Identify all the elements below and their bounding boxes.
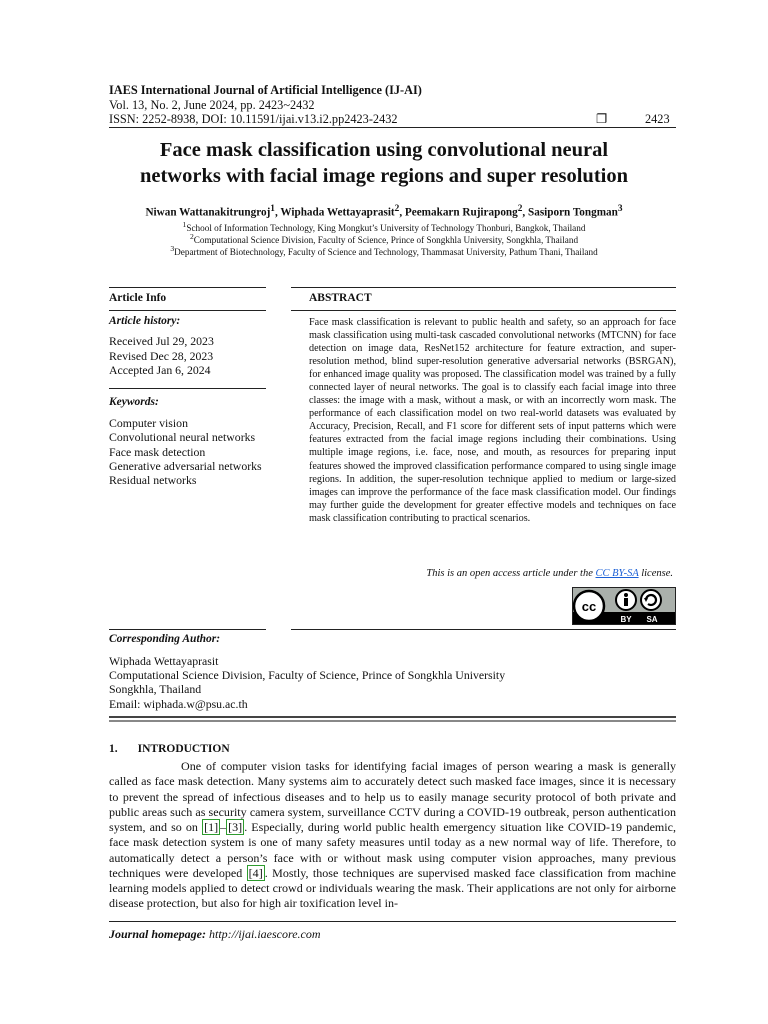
journal-homepage: Journal homepage: http://ijai.iaescore.com (109, 927, 321, 941)
keywords-rule (109, 388, 266, 389)
cc-by-sa-badge[interactable] (572, 587, 676, 625)
article-info-heading: Article Info (109, 292, 167, 304)
corresponding-dept: Computational Science Division, Faculty of Science, Prince of Songkhla University (109, 668, 506, 682)
keyword-item: Residual networks (109, 473, 197, 487)
abstract-bottom-rule (291, 629, 676, 630)
paper-title: Face mask classification using convolutional neural networks with facial image regions and super resolution (139, 139, 629, 187)
cc-by-label: BY (620, 615, 632, 624)
abstract-text: Face mask classification is relevant to public health and safety, so an approach for face mask classification using multi-task cascaded convolutional networks (MTCNN) for face detection on image data, ResNet152 architecture for feature extraction, and super-resolution method, blind super-resolution generative adversarial networks (BSRGAN), for enhanced image quality was proposed. The classification model was trained by a fully connected layer of neural networks. The goal is to classify each facial image into three classes: the image with a mask, without a mask, or with an incorrectly worn mask. The performance of each classification model on two real-world datasets was evaluated by Accuracy, Precision, Recall, and F1 score for different sets of input patterns which were features extracted from the facial image regions including their combinations. Using multiple image regions, i.e. face, nose, and mouth, as resources for preparing input features showed the improved classification performance compared to using single image regions. In addition, the super-resolution technique applied to medium or large-sized images can improve the performance of the face mask classification model. Our findings may further guide the development for greater effective models and techniques on face mask classification contributing to practical scenarios. (309, 317, 676, 524)
keyword-item: Generative adversarial networks (109, 459, 262, 473)
journal-volume: Vol. 13, No. 2, June 2024, pp. 2423~2432 (109, 98, 315, 112)
box-icon: ❐ (596, 112, 608, 126)
received-date: Received Jul 29, 2023 (109, 334, 214, 348)
info-rule (109, 310, 266, 311)
accepted-date: Accepted Jan 6, 2024 (109, 363, 211, 377)
corresponding-heading: Corresponding Author: (109, 633, 221, 645)
abstract-heading: ABSTRACT (309, 292, 372, 304)
history-heading: Article history: (109, 315, 181, 327)
open-access-note: This is an open access article under the CC BY-SA license. (426, 568, 673, 579)
journal-name: IAES International Journal of Artificial Intelligence (IJ-AI) (109, 83, 422, 97)
info-top-rule (109, 287, 266, 288)
journal-issn: ISSN: 2252-8938, DOI: 10.11591/ijai.v13.i2.pp2423-2432 (109, 112, 398, 126)
intro-paragraph: One of computer vision tasks for identifying facial images of person wearing a mask is generally called as face mask detection. Many systems aim to accurately detect such masked face images, since it is necessary to prevent the spread of infectious diseases and to help us to easily manage security protocol of both private and public areas such as security camera system, surveillance CCTV during a COVID-19 outbreak, person authentication system, and so on [1] – [3] . Especially, during world public health emergency situation like COVID-19 pandemic, face mask detection system is one of many safety measures until today as a new normal way of life. Therefore, to automatically detect a person’s face with or without mask using computer vision approaches, many previous techniques were developed [4] . Mostly, those techniques are supervised masked face classification from machine learning models applied to detect crowd or individuals wearing the mask. Their applications are not only for airborne disease protection, but also for high air toxification level in- (109, 759, 676, 911)
affiliation-3: $^3$Department of Biotechnology, Faculty of Science and Technology, Thammasat University, Pathum Thani, Thailand (170, 244, 598, 258)
cc-by-sa-link[interactable]: CC BY-SA (595, 568, 639, 579)
info-bottom-rule (109, 629, 266, 630)
revised-date: Revised Dec 28, 2023 (109, 349, 214, 363)
corresponding-name: Wiphada Wettayaprasit (109, 654, 219, 668)
cc-badge-graphic (573, 588, 675, 624)
keywords-heading: Keywords: (109, 396, 159, 408)
keyword-item: Convolutional neural networks (109, 430, 256, 444)
section-double-rule-2 (109, 720, 676, 722)
abstract-top-rule (291, 287, 676, 288)
abstract-rule (291, 310, 676, 311)
citation-link[interactable]: [3] (228, 820, 243, 834)
citation-link[interactable]: [4] (248, 865, 263, 880)
share-alike-icon (641, 590, 661, 610)
authors: Niwan Wattanakitrungroj$^1$, Wiphada Wettayaprasit$^2$, Peemakarn Rujirapong$^2$, Sasiporn Tongman$^3$ (145, 204, 623, 219)
section-double-rule (109, 716, 676, 718)
intro-heading: 1. INTRODUCTION (109, 743, 230, 755)
corresponding-email: Email: wiphada.w@psu.ac.th (109, 697, 248, 711)
page-number: 2423 (645, 112, 670, 126)
homepage-url[interactable]: http://ijai.iaescore.com (206, 927, 321, 941)
cc-sa-label: SA (646, 615, 658, 624)
affiliation-1: $^1$School of Information Technology, King Mongkut’s University of Technology Thonburi, Bangkok, Thailand (182, 220, 586, 234)
keyword-item: Computer vision (109, 416, 188, 430)
keyword-item: Face mask detection (109, 445, 206, 459)
corresponding-city: Songkhla, Thailand (109, 682, 202, 696)
citation-link[interactable]: [1] (204, 820, 219, 834)
affiliation-2: $^2$Computational Science Division, Faculty of Science, Prince of Songkhla University, Songkhla, Thailand (189, 232, 579, 246)
svg-text:cc: cc (581, 599, 597, 614)
header-rule (109, 127, 676, 128)
footer-rule (109, 921, 676, 922)
